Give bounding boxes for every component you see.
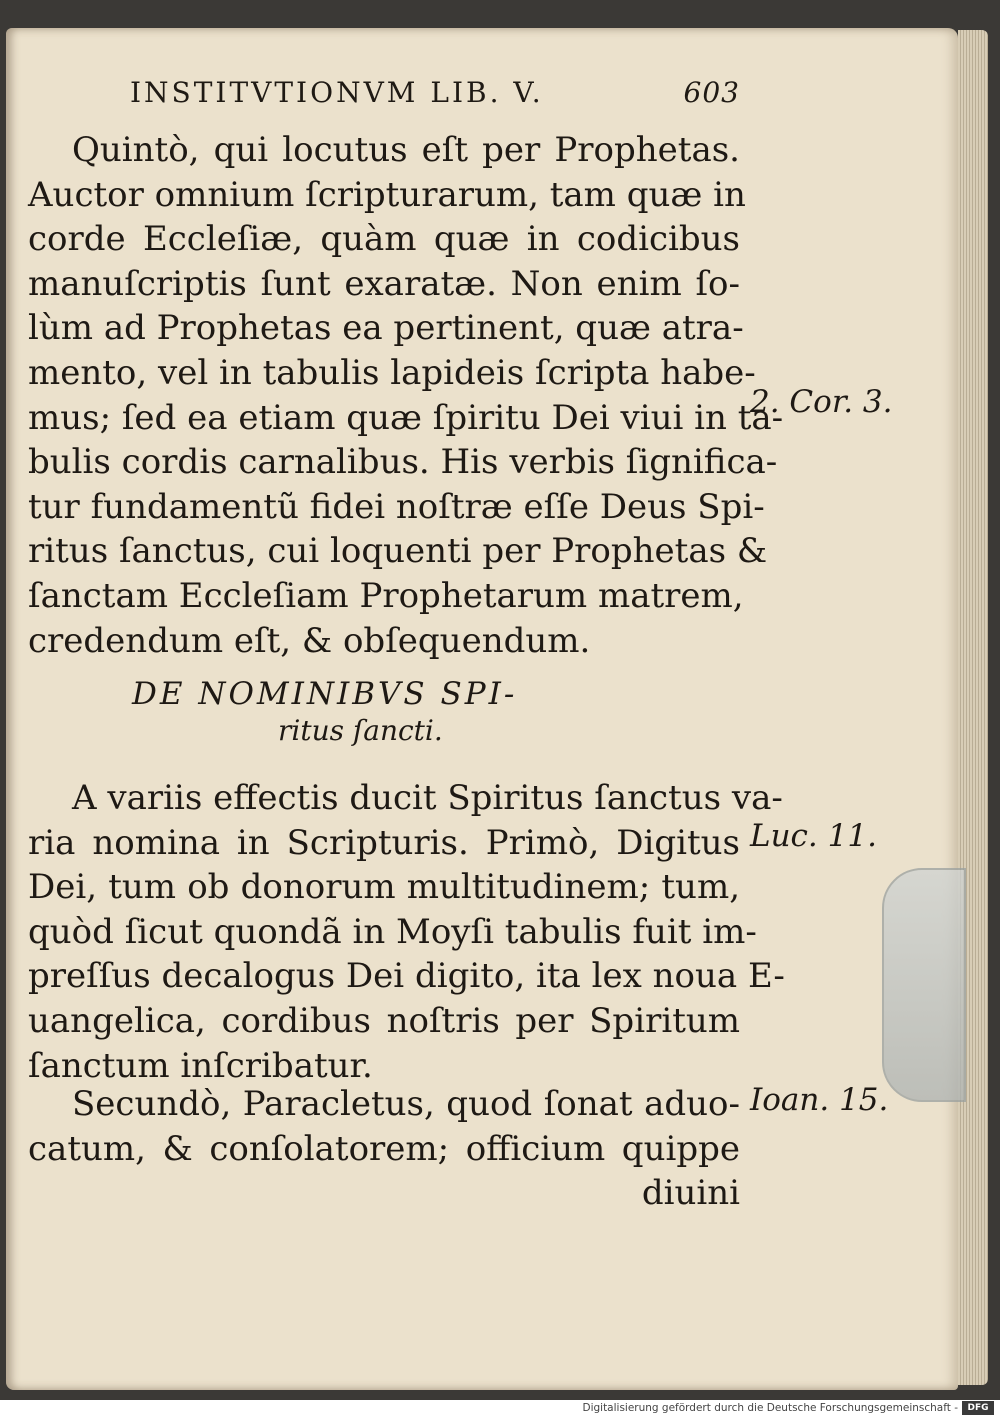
paragraph-2 [28, 776, 785, 1088]
margin-note-cor: 2. Cor. 3. [750, 384, 893, 420]
text-line: ſanctam Eccleſiam Prophetarum matrem, [28, 575, 744, 616]
text-line: ria nomina in Scripturis. Primò, Digitus [28, 822, 740, 863]
section-heading-line-2: ritus ſancti. [278, 714, 443, 747]
text-line: tur fundamentũ fidei noſtræ eſſe Deus Spi- [28, 486, 765, 527]
paragraph-3 [28, 1082, 740, 1216]
text-line: Auctor omnium ſcripturarum, tam quæ in [28, 174, 746, 215]
running-head-title: INSTITVTIONVM LIB. V. [130, 76, 544, 109]
text-line: Secundò, Paracletus, quod ſonat aduo- [72, 1084, 740, 1124]
footer-credit: Digitalisierung gefördert durch die Deutsche Forschungsgemeinschaft - [582, 1402, 958, 1414]
text-line: preſſus decalogus Dei digito, ita lex noua E- [28, 956, 785, 997]
text-line: ſanctum inſcribatur. [28, 1045, 373, 1086]
margin-note-ioan: Ioan. 15. [750, 1082, 889, 1118]
paragraph-1 [28, 128, 784, 663]
dfg-logo: DFG [962, 1401, 994, 1415]
catchword: diuini [641, 1173, 740, 1214]
text-line: manuſcriptis ſunt exaratæ. Non enim ſo- [28, 263, 740, 304]
text-line: catum, & conſolatorem; officium quippe [28, 1128, 740, 1169]
page-number: 603 [683, 76, 740, 109]
text-line: uangelica, cordibus noſtris per Spiritum [28, 1000, 740, 1041]
text-line: lùm ad Prophetas ea pertinent, quæ atra- [28, 308, 744, 349]
text-line: Quintò, qui locutus eſt per Prophetas. [72, 130, 740, 170]
text-line: quòd ſicut quondã in Moyſi tabulis fuit im- [28, 911, 757, 952]
text-line: Dei, tum ob donorum multitudinem; tum, [28, 867, 740, 908]
text-line: ritus ſanctus, cui loquenti per Prophetas & [28, 531, 768, 572]
text-line: mus; ſed ea etiam quæ ſpiritu Dei viui in ta- [28, 397, 784, 438]
text-line: mento, vel in tabulis lapideis ſcripta habe- [28, 352, 756, 393]
footer-bar [0, 1400, 1000, 1418]
text-line: corde Eccleſiæ, quàm quæ in codicibus [28, 219, 740, 260]
margin-note-luc: Luc. 11. [750, 818, 877, 854]
text-line: credendum eſt, & obſequendum. [28, 620, 591, 661]
running-head [130, 76, 740, 109]
text-line: A variis effectis ducit Spiritus ſanctus va- [72, 778, 783, 818]
text-line: bulis cordis carnalibus. His verbis ſignifica- [28, 442, 778, 483]
page-clip [882, 868, 966, 1102]
section-heading-line-1: DE NOMINIBVS SPI- [132, 676, 518, 712]
page-edge [958, 30, 988, 1385]
